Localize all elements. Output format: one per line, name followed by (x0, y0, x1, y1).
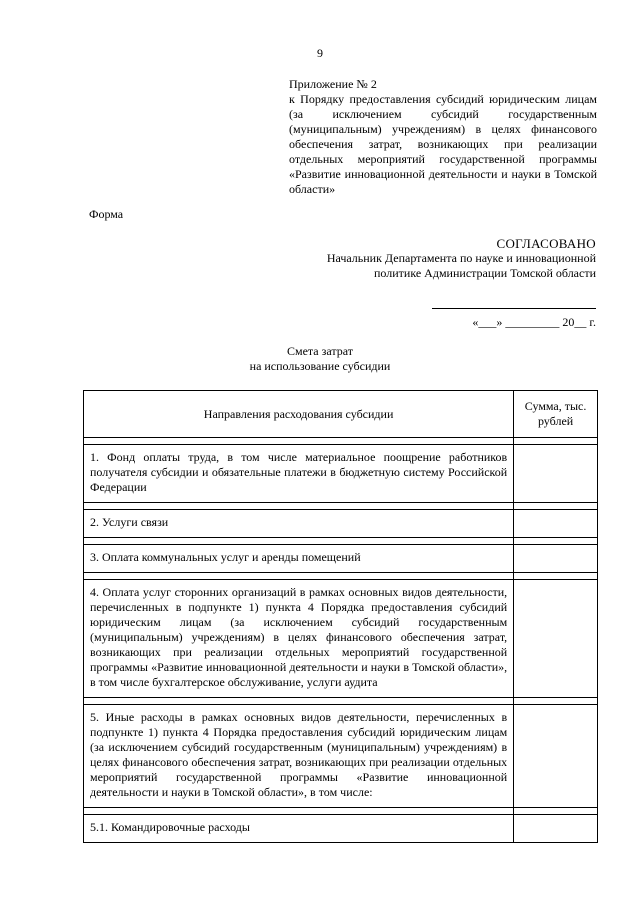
approval-date: «___» _________ 20__ г. (472, 315, 596, 329)
table-row (84, 510, 598, 538)
approval-position-line-1: Начальник Департамента по науке и инновационной (326, 251, 596, 265)
row-amount[interactable] (514, 445, 598, 503)
appendix-text: к Порядку предоставления субсидий юридическим лицам (за исключением субсидий государственным (муниципальным) учреждениям) в целях финансового обеспечения затрат, возникающих при реализации отдельных мероприятий государственной программы «Развитие инновационной деятельности и науки в Томской области» (289, 92, 597, 196)
document-title (0, 344, 640, 374)
header-amount: Сумма, тыс. рублей (514, 391, 598, 438)
table-row (84, 705, 598, 808)
table-row (84, 580, 598, 698)
row-description: 5.1. Командировочные расходы (84, 815, 514, 843)
table-spacer (84, 538, 598, 545)
table-spacer (84, 503, 598, 510)
form-label: Форма (89, 207, 124, 221)
row-description: 3. Оплата коммунальных услуг и аренды помещений (84, 545, 514, 573)
table-spacer (84, 808, 598, 815)
approval-block (266, 236, 596, 281)
document-title-line-2: на использование субсидии (249, 359, 391, 373)
table-spacer (84, 438, 598, 445)
cost-estimate-table (83, 390, 598, 843)
appendix-block (289, 77, 597, 197)
row-amount[interactable] (514, 510, 598, 538)
page-number: 9 (317, 46, 323, 60)
table-row (84, 545, 598, 573)
appendix-title: Приложение № 2 (289, 77, 377, 91)
row-amount[interactable] (514, 705, 598, 808)
approval-position-line-2: политике Администрации Томской области (373, 266, 596, 280)
table-header-row (84, 391, 598, 438)
table-row (84, 815, 598, 843)
row-description: 4. Оплата услуг сторонних организаций в рамках основных видов деятельности, перечисленных в подпункте 1) пункта 4 Порядка предоставления субсидий юридическим лицам (за исключением субсидий государственным (муниципальным) учреждениям) в целях финансового обеспечения затрат, возникающих при реализации отдельных мероприятий государственной программы «Развитие инновационной деятельности и науки в Томской области», в том числе бухгалтерское обслуживание, услуги аудита (84, 580, 514, 698)
row-amount[interactable] (514, 545, 598, 573)
document-title-line-1: Смета затрат (286, 344, 354, 358)
signature-line (432, 308, 596, 309)
row-description: 2. Услуги связи (84, 510, 514, 538)
approval-heading: СОГЛАСОВАНО (496, 236, 596, 251)
row-description: 5. Иные расходы в рамках основных видов деятельности, перечисленных в подпункте 1) пункта 4 Порядка предоставления субсидий юридическим лицам (за исключением субсидий государственным (муниципальным) учреждениям) в целях финансового обеспечения затрат, возникающих при реализации отдельных мероприятий государственной программы «Развитие инновационной деятельности и науки в Томской области», в том числе: (84, 705, 514, 808)
row-amount[interactable] (514, 815, 598, 843)
row-description: 1. Фонд оплаты труда, в том числе материальное поощрение работников получателя субсидии и обязательные платежи в бюджетную систему Российской Федерации (84, 445, 514, 503)
table-spacer (84, 698, 598, 705)
table-row (84, 445, 598, 503)
table-spacer (84, 573, 598, 580)
header-description: Направления расходования субсидии (84, 391, 514, 438)
row-amount[interactable] (514, 580, 598, 698)
